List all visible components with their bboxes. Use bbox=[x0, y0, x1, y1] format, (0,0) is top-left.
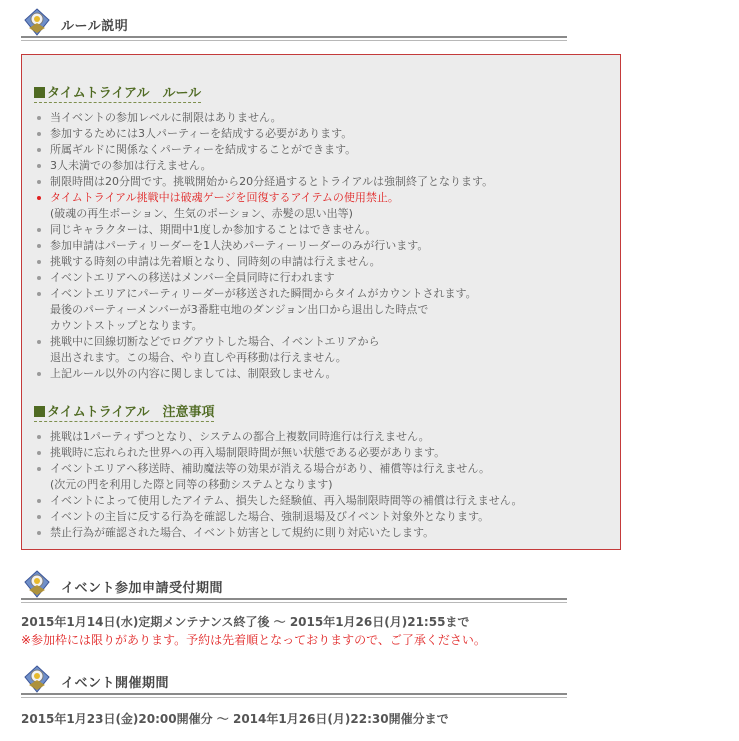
list-item-text: 3人未満での参加は行えません。 bbox=[50, 159, 212, 172]
square-bullet-icon bbox=[34, 87, 45, 98]
list-item bbox=[34, 110, 493, 126]
list-item bbox=[34, 429, 522, 445]
section-title: イベント参加申請受付期間 bbox=[61, 581, 224, 596]
list-item-text: イベントエリアにパーティリーダーが移送された瞬間からタイムがカウントされます。 bbox=[50, 287, 477, 300]
emblem-icon bbox=[23, 570, 51, 598]
list-item bbox=[34, 366, 493, 382]
list-item-text: 所属ギルドに関係なくパーティーを結成することができます。 bbox=[50, 143, 357, 156]
list-item bbox=[34, 238, 493, 254]
square-bullet-icon bbox=[34, 406, 45, 417]
section-title: イベント開催期間 bbox=[61, 676, 170, 691]
notice-text: ※参加枠には限りがあります。予約は先着順となっておりますので、ご了承ください。 bbox=[21, 633, 486, 647]
rules-box bbox=[21, 54, 621, 550]
list-item bbox=[34, 286, 493, 334]
emblem-icon bbox=[23, 8, 51, 36]
list-item bbox=[34, 270, 493, 286]
list-item bbox=[34, 222, 493, 238]
list-item-continuation: (次元の門を利用した際と同等の移動システムとなります) bbox=[50, 478, 333, 491]
list-item-continuation: カウントストップとなります。 bbox=[50, 319, 203, 332]
list-item-text: 参加申請はパーティリーダーを1人決めパーティーリーダーのみが行います。 bbox=[50, 239, 429, 252]
section-header-event-period bbox=[21, 669, 567, 695]
event-period-text: 2015年1月23日(金)20:00開催分 ～ 2014年1月26日(月)22:30開催分まで bbox=[21, 712, 449, 726]
list-item-text: タイムトライアル挑戦中は破魂ゲージを回復するアイテムの使用禁止。 bbox=[50, 191, 399, 204]
list-item-text: 当イベントの参加レベルに制限はありません。 bbox=[50, 111, 282, 124]
list-item-text: 参加するためには3人パーティーを結成する必要があります。 bbox=[50, 127, 353, 140]
rules-heading-label: タイムトライアル ルール bbox=[47, 86, 202, 101]
list-item-text: イベントエリアへの移送はメンバー全員同時に行われます bbox=[50, 271, 335, 284]
list-item-text: 挑戦する時刻の申請は先着順となり、同時刻の申請は行えません。 bbox=[50, 255, 381, 268]
list-item-text: イベントによって使用したアイテム、損失した経験値、再入場制限時間等の補償は行えません。 bbox=[50, 494, 523, 507]
rules-heading bbox=[34, 82, 201, 103]
section-header-application-period bbox=[21, 574, 567, 600]
list-item-text: 挑戦中に回線切断などでログアウトした場合、イベントエリアから bbox=[50, 335, 380, 348]
list-item-text: 挑戦時に忘れられた世界への再入場制限時間が無い状態である必要があります。 bbox=[50, 446, 446, 459]
list-item bbox=[34, 334, 493, 366]
list-item bbox=[34, 254, 493, 270]
notes-heading-label: タイムトライアル 注意事項 bbox=[47, 405, 215, 420]
section-header-rules bbox=[21, 12, 567, 38]
list-item-text: 上記ルール以外の内容に関しましては、制限致しません。 bbox=[50, 367, 337, 380]
section-title: ルール説明 bbox=[61, 19, 129, 34]
list-item-text: イベントの主旨に反する行為を確認した場合、強制退場及びイベント対象外となります。 bbox=[50, 510, 490, 523]
list-item-text: 禁止行為が確認された場合、イベント妨害として規約に則り対応いたします。 bbox=[50, 526, 435, 539]
list-item bbox=[34, 445, 522, 461]
list-item bbox=[34, 525, 522, 541]
list-item bbox=[34, 174, 493, 190]
list-item-text: 同じキャラクターは、期間中1度しか参加することはできません。 bbox=[50, 223, 377, 236]
list-item bbox=[34, 126, 493, 142]
list-item-text: 挑戦は1パーティずつとなり、システムの都合上複数同時進行は行えません。 bbox=[50, 430, 430, 443]
list-item-continuation: (破魂の再生ポーション、生気のポーション、赤髪の思い出等) bbox=[50, 207, 353, 220]
list-item bbox=[34, 493, 522, 509]
rules-list bbox=[34, 110, 493, 382]
emblem-icon bbox=[23, 665, 51, 693]
list-item bbox=[34, 158, 493, 174]
list-item bbox=[34, 190, 493, 222]
list-item-continuation: 最後のパーティーメンバーが3番駐屯地のダンジョン出口から退出した時点で bbox=[50, 303, 429, 316]
application-period-text: 2015年1月14日(水)定期メンテナンス終了後 ～ 2015年1月26日(月)21:55まで bbox=[21, 615, 470, 629]
list-item-text: 制限時間は20分間です。挑戦開始から20分経過するとトライアルは強制終了となります。 bbox=[50, 175, 494, 188]
notes-list bbox=[34, 429, 522, 541]
list-item-continuation: 退出されます。この場合、やり直しや再移動は行えません。 bbox=[50, 351, 347, 364]
list-item bbox=[34, 142, 493, 158]
list-item bbox=[34, 509, 522, 525]
list-item-text: イベントエリアへ移送時、補助魔法等の効果が消える場合があり、補償等は行えません。 bbox=[50, 462, 490, 475]
notes-heading bbox=[34, 401, 214, 422]
list-item bbox=[34, 461, 522, 493]
